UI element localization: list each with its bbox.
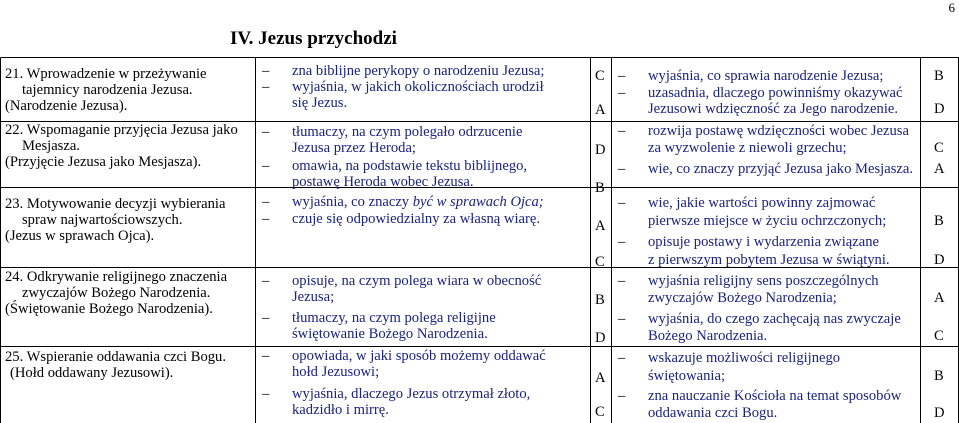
right-line-13: wyjaśnia, do czego zachęcają nas zwyczaje <box>648 311 901 327</box>
right-level: A <box>934 161 945 177</box>
mid-dash: – <box>262 386 270 402</box>
mid-dash: – <box>262 158 270 174</box>
mid-line-8 <box>292 194 544 210</box>
right-line-3: Jezusowi wdzięczność za Jego narodzenie. <box>648 101 899 117</box>
topic-23-line-2: spraw najwartościowszych. <box>22 212 183 228</box>
right-line-4: rozwija postawę wdzięczności wobec Jezusa <box>648 123 909 139</box>
mid-dash: – <box>262 63 270 79</box>
mid-dash: – <box>262 310 270 326</box>
topic-23-line-1: 23. Motywowanie decyzji wybierania <box>5 196 226 212</box>
right-line-17: zna nauczanie Kościoła na temat sposobów <box>648 388 902 404</box>
mid-dash: – <box>262 211 270 227</box>
right-line-1: wyjaśnia, co sprawia narodzenie Jezusa; <box>648 68 884 84</box>
mid-level: D <box>595 142 606 158</box>
right-level: C <box>934 140 944 156</box>
right-dash: – <box>618 85 626 101</box>
mid-line-8-text: wyjaśnia, co znaczy <box>292 194 413 210</box>
mid-level: D <box>595 330 606 346</box>
topic-21-line-3: (Narodzenie Jezusa). <box>5 98 128 114</box>
topic-25-line-2: (Hołd oddawany Jezusowi). <box>10 365 174 381</box>
mid-line-11: Jezusa; <box>292 289 335 305</box>
mid-level: A <box>595 102 606 118</box>
mid-line-4: tłumaczy, na czym polegało odrzucenie <box>292 124 523 140</box>
topic-24-line-3: (Świętowanie Bożego Narodzenia). <box>5 301 213 317</box>
mid-line-8-italic: być w sprawach Ojca; <box>412 194 544 210</box>
mid-line-3: się Jezus. <box>292 95 348 111</box>
right-level: B <box>934 213 944 229</box>
mid-line-5: Jezusa przez Heroda; <box>292 140 416 156</box>
right-line-18: oddawania czci Bogu. <box>648 405 778 421</box>
right-line-14: Bożego Narodzenia. <box>648 328 768 344</box>
mid-line-2: wyjaśnia, w jakich okolicznościach urodził <box>292 79 544 95</box>
right-level: B <box>934 68 944 84</box>
right-line-12: zwyczajów Bożego Narodzenia; <box>648 290 837 306</box>
topic-21-line-1: 21. Wprowadzenie w przeżywanie <box>5 66 207 82</box>
right-dash: – <box>618 123 626 139</box>
right-level: A <box>934 290 945 306</box>
mid-dash: – <box>262 273 270 289</box>
chapter-title: IV. Jezus przychodzi <box>230 28 397 49</box>
mid-level: A <box>595 370 606 386</box>
right-line-15: wskazuje możliwości religijnego <box>648 350 841 366</box>
right-dash: – <box>618 350 626 366</box>
right-line-16: świętowania; <box>648 368 726 384</box>
mid-level: B <box>595 180 605 196</box>
topic-22-line-2: Mesjasza. <box>22 138 80 154</box>
right-line-2: uzasadnia, dlaczego powinniśmy okazywać <box>648 85 903 101</box>
topic-24-line-1: 24. Odkrywanie religijnego znaczenia <box>5 269 228 285</box>
mid-line-7: postawę Heroda wobec Jezusa. <box>292 174 474 190</box>
topic-24-line-2: zwyczajów Bożego Narodzenia. <box>22 285 211 301</box>
right-level: B <box>934 368 944 384</box>
mid-line-1: zna biblijne perykopy o narodzeniu Jezusa; <box>292 63 545 79</box>
topic-22-line-1: 22. Wspomaganie przyjęcia Jezusa jako <box>5 122 238 138</box>
right-level: C <box>934 328 944 344</box>
right-level: D <box>934 405 945 421</box>
right-line-11: wyjaśnia religijny sens poszczególnych <box>648 273 879 289</box>
right-dash: – <box>618 273 626 289</box>
mid-level: C <box>595 404 605 420</box>
page-number: 6 <box>948 0 955 15</box>
mid-line-15: hołd Jezusowi; <box>292 364 380 380</box>
right-dash: – <box>618 68 626 84</box>
mid-line-17: kadzidło i mirrę. <box>292 402 389 418</box>
topic-23-line-3: (Jezus w sprawach Ojca). <box>5 228 155 244</box>
mid-line-12: tłumaczy, na czym polega religijne <box>292 310 496 326</box>
topic-25-line-1: 25. Wspieranie oddawania czci Bogu. <box>5 349 226 365</box>
right-level: D <box>934 252 945 268</box>
right-line-5: za wyzwolenie z niewoli grzechu; <box>648 140 847 156</box>
mid-line-10: opisuje, na czym polega wiara w obecność <box>292 273 542 289</box>
right-level: D <box>934 101 945 117</box>
mid-dash: – <box>262 194 270 210</box>
topic-21-line-2: tajemnicy narodzenia Jezusa. <box>22 82 193 98</box>
right-dash: – <box>618 311 626 327</box>
right-dash: – <box>618 388 626 404</box>
topic-22-line-3: (Przyjęcie Jezusa jako Mesjasza). <box>5 154 202 170</box>
mid-level: C <box>595 254 605 270</box>
right-dash: – <box>618 161 626 177</box>
right-line-8: pierwsze miejsce w życiu ochrzczonych; <box>648 213 887 229</box>
mid-dash: – <box>262 124 270 140</box>
mid-level: A <box>595 218 606 234</box>
right-dash: – <box>618 234 626 250</box>
mid-line-9: czuje się odpowiedzialny za własną wiarę. <box>292 211 540 227</box>
mid-level: C <box>595 68 605 84</box>
mid-dash: – <box>262 348 270 364</box>
mid-line-13: świętowanie Bożego Narodzenia. <box>292 326 488 342</box>
mid-line-6: omawia, na podstawie tekstu biblijnego, <box>292 158 528 174</box>
mid-line-14: opowiada, w jaki sposób możemy oddawać <box>292 348 546 364</box>
mid-line-16: wyjaśnia, dlaczego Jezus otrzymał złoto, <box>292 386 531 402</box>
right-line-6: wie, co znaczy przyjąć Jezusa jako Mesjasza. <box>648 161 913 177</box>
mid-dash: – <box>262 79 270 95</box>
right-dash: – <box>618 195 626 211</box>
right-line-10: z pierwszym pobytem Jezusa w świątyni. <box>648 252 890 268</box>
mid-level: B <box>595 292 605 308</box>
right-line-7: wie, jakie wartości powinny zajmować <box>648 195 876 211</box>
right-line-9: opisuje postawy i wydarzenia związane <box>648 234 879 250</box>
